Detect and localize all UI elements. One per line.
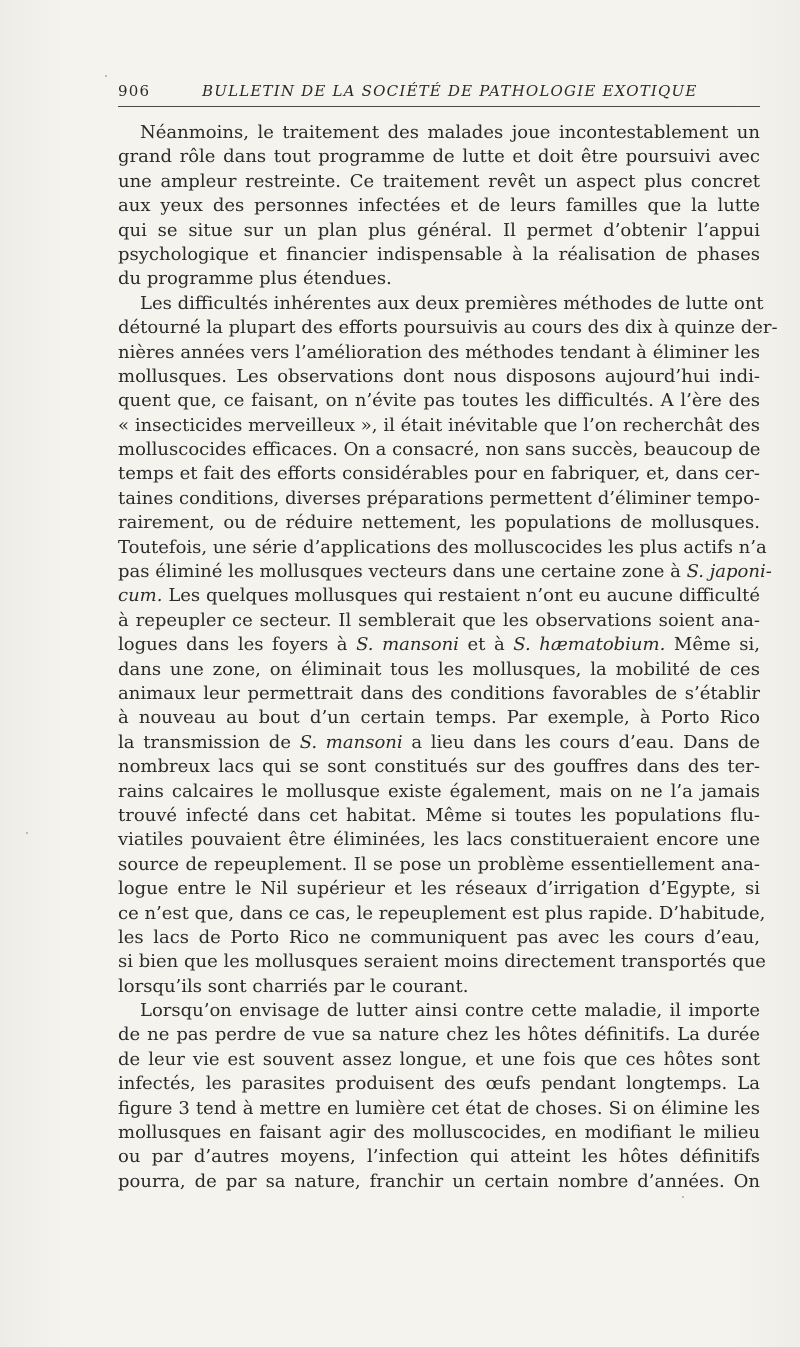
text-line: temps et fait des efforts considérables pour en fabriquer, et, dans cer- [118,463,760,485]
header-rule [118,106,760,107]
text-line: cum. Les quelques mollusques qui restaient n’ont eu aucune difficulté [118,585,760,607]
text-line: de ne pas perdre de vue sa nature chez les hôtes définitifs. La durée [118,1024,760,1046]
text-line: rains calcaires le mollusque existe également, mais on ne l’a jamais [118,780,760,802]
text-line: Les difficultés inhérentes aux deux premières méthodes de lutte ont [140,292,764,314]
text-line: pas éliminé les mollusques vecteurs dans une certaine zone à S. japoni- [118,561,772,583]
text-line: Toutefois, une série d’applications des molluscocides les plus actifs n’a [118,536,767,558]
text-line: viatiles pouvaient être éliminées, les lacs constitueraient encore une [118,829,760,851]
text-line: la transmission de S. mansoni a lieu dans les cours d’eau. Dans de [118,731,760,753]
text-line: rairement, ou de réduire nettement, les populations de mollusques. [118,512,760,534]
text-line: nombreux lacs qui se sont constitués sur des gouffres dans des ter- [118,756,760,778]
text-line: à nouveau au bout d’un certain temps. Par exemple, à Porto Rico [118,707,760,729]
text-line: détourné la plupart des efforts poursuivis au cours des dix à quinze der- [118,317,778,339]
paper-speck [105,75,107,77]
page-number: 906 [118,82,151,100]
page-header [118,78,760,106]
italic-species-name: S. japoni- [686,561,772,583]
text-line: source de repeuplement. Il se pose un problème essentiellement ana- [118,853,760,875]
text-line: grand rôle dans tout programme de lutte et doit être poursuivi avec [118,146,760,168]
paper-speck [26,832,28,834]
italic-species-name: S. mansoni [356,634,459,656]
text-line: qui se situe sur un plan plus général. Il permet d’obtenir l’appui [118,219,760,241]
text-line: figure 3 tend à mettre en lumière cet état de choses. Si on élimine les [118,1097,760,1119]
paragraph [118,999,760,1194]
text-line: ce n’est que, dans ce cas, le repeuplement est plus rapide. D’habitude, [118,902,766,924]
text-line: trouvé infecté dans cet habitat. Même si toutes les populations flu- [118,804,760,826]
text-line: une ampleur restreinte. Ce traitement revêt un aspect plus concret [118,170,760,192]
text-line: ou par d’autres moyens, l’infection qui atteint les hôtes définitifs [118,1146,760,1168]
text-line: logues dans les foyers à S. mansoni et à S. hæmatobium. Même si, [118,634,760,656]
text-line: mollusques en faisant agir des molluscocides, en modifiant le milieu [118,1122,760,1144]
paragraph-container [118,121,778,1194]
text-line: quent que, ce faisant, on n’évite pas toutes les difficultés. A l’ère des [118,390,760,412]
text-line: Néanmoins, le traitement des malades joue incontestablement un [140,122,760,143]
text-line: les lacs de Porto Rico ne communiquent pas avec les cours d’eau, [118,926,760,948]
text-line: nières années vers l’amélioration des méthodes tendant à éliminer les [118,341,760,363]
paragraph [118,121,760,292]
italic-species-name: S. mansoni [299,731,403,753]
text-line: infectés, les parasites produisent des œufs pendant longtemps. La [118,1073,760,1095]
text-line: « insecticides merveilleux », il était inévitable que l’on recherchât des [118,414,760,436]
text-line: lorsqu’ils sont charriés par le courant. [118,975,469,997]
text-line: du programme plus étendues. [118,268,392,290]
text-line: animaux leur permettrait dans des conditions favorables de s’établir [118,682,760,704]
text-line: de leur vie est souvent assez longue, et une fois que ces hôtes sont [118,1048,760,1070]
text-line: mollusques. Les observations dont nous disposons aujourd’hui indi- [118,365,760,387]
text-line: si bien que les mollusques seraient moins directement transportés que [118,951,766,973]
italic-species-name: S. hæmatobium. [513,634,666,656]
text-line: psychologique et financier indispensable à la réalisation de phases [118,243,760,265]
body-text [118,121,778,1194]
text-line: à repeupler ce secteur. Il semblerait que les observations soient ana- [118,609,760,631]
text-line: taines conditions, diverses préparations permettent d’éliminer tempo- [118,487,760,509]
paper-speck [682,1196,684,1198]
running-head: BULLETIN DE LA SOCIÉTÉ DE PATHOLOGIE EXOTIQUE [202,82,698,100]
italic-species-name: cum. [118,585,163,607]
text-line: Lorsqu’on envisage de lutter ainsi contre cette maladie, il importe [140,1000,760,1022]
text-line: dans une zone, on éliminait tous les mollusques, la mobilité de ces [118,658,760,680]
text-line: aux yeux des personnes infectées et de leurs familles que la lutte [118,195,760,217]
paragraph [118,292,778,999]
text-line: pourra, de par sa nature, franchir un certain nombre d’années. On [118,1170,760,1192]
text-line: logue entre le Nil supérieur et les réseaux d’irrigation d’Egypte, si [118,878,760,900]
text-line: molluscocides efficaces. On a consacré, non sans succès, beaucoup de [118,439,761,461]
